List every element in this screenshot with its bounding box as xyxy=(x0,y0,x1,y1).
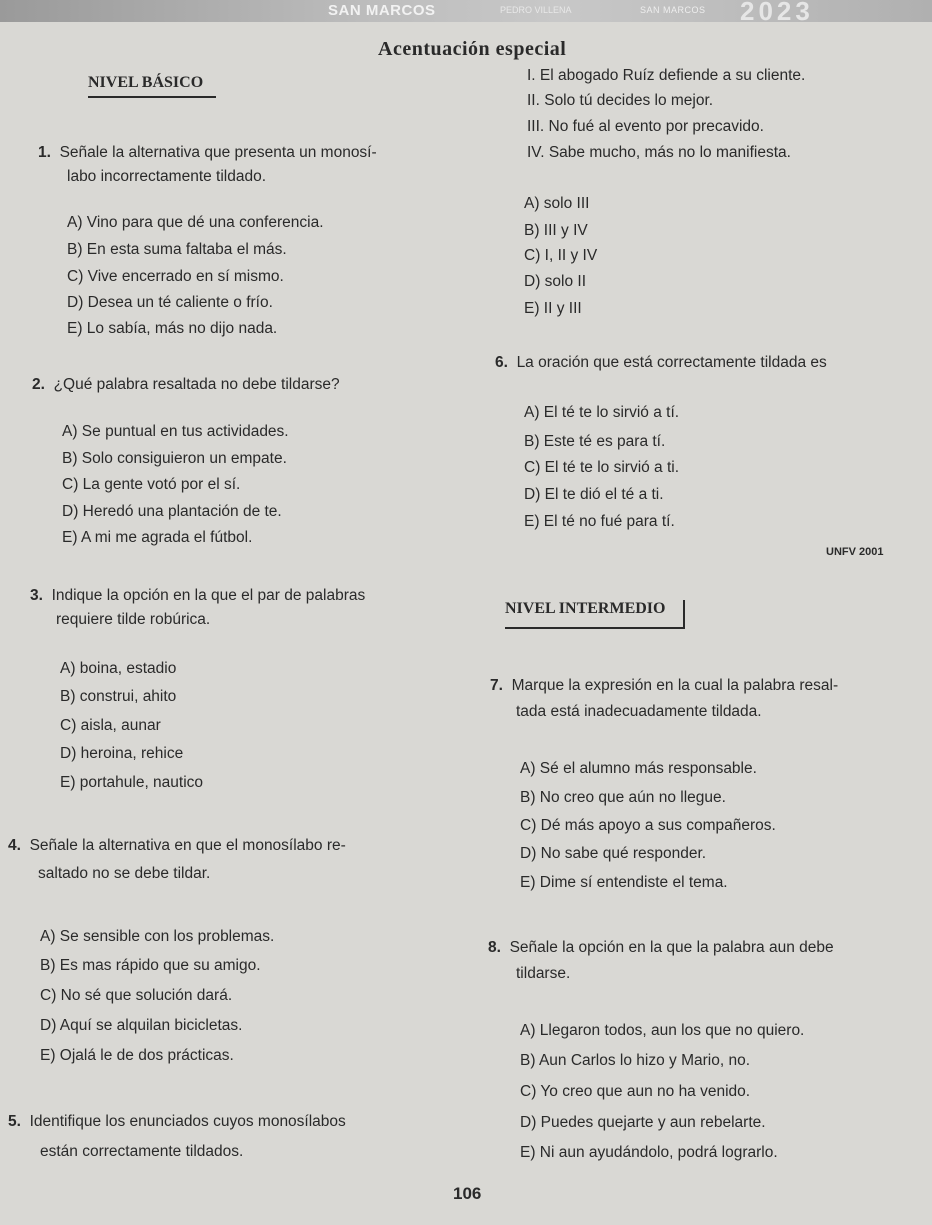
q5-option-d: D) solo II xyxy=(524,273,587,290)
q5-statement-2: II. Solo tú decides lo mejor. xyxy=(527,92,714,109)
header-brand: SAN MARCOS xyxy=(328,2,436,19)
header-banner xyxy=(0,0,932,26)
q8-option-d: D) Puedes quejarte y aun rebelarte. xyxy=(520,1114,766,1131)
q6-option-b: B) Este té es para tí. xyxy=(524,433,666,450)
q7-stem-line2: tada está inadecuadamente tildada. xyxy=(516,703,762,720)
q1-stem-line1: 1. Señale la alternativa que presenta un monosí- xyxy=(38,144,377,161)
q8-stem-line1: 8. Señale la opción en la que la palabra aun debe xyxy=(488,939,834,956)
q4-number: 4. xyxy=(8,837,21,854)
q3-stem-line1: 3. Indique la opción en la que el par de palabras xyxy=(30,587,366,604)
level-intermediate-label: NIVEL INTERMEDIO xyxy=(505,600,685,629)
level-basic-label: NIVEL BÁSICO xyxy=(88,74,216,98)
q2-option-e: E) A mi me agrada el fútbol. xyxy=(62,529,253,546)
q8-option-e: E) Ni aun ayudándolo, podrá lograrlo. xyxy=(520,1144,778,1161)
q8-number: 8. xyxy=(488,939,501,956)
q2-number: 2. xyxy=(32,376,45,393)
q4-option-b: B) Es mas rápido que su amigo. xyxy=(40,957,261,974)
q3-number: 3. xyxy=(30,587,43,604)
q2-option-a: A) Se puntual en tus actividades. xyxy=(62,423,289,440)
q6-option-c: C) El té te lo sirvió a ti. xyxy=(524,459,680,476)
q5-option-b: B) III y IV xyxy=(524,222,588,239)
q8-option-b: B) Aun Carlos lo hizo y Mario, no. xyxy=(520,1052,751,1069)
q1-number: 1. xyxy=(38,144,51,161)
q7-option-d: D) No sabe qué responder. xyxy=(520,845,707,862)
q5-stem-line1: 5. Identifique los enunciados cuyos monosílabos xyxy=(8,1113,346,1130)
q1-option-e: E) Lo sabía, más no dijo nada. xyxy=(67,320,278,337)
q2-option-d: D) Heredó una plantación de te. xyxy=(62,503,282,520)
q8-option-a: A) Llegaron todos, aun los que no quiero. xyxy=(520,1022,805,1039)
q4-option-c: C) No sé que solución dará. xyxy=(40,987,233,1004)
q1-option-c: C) Vive encerrado en sí mismo. xyxy=(67,268,284,285)
page-title: Acentuación especial xyxy=(378,38,567,60)
q2-option-b: B) Solo consiguieron un empate. xyxy=(62,450,287,467)
q7-option-b: B) No creo que aún no llegue. xyxy=(520,789,726,806)
q7-option-c: C) Dé más apoyo a sus compañeros. xyxy=(520,817,776,834)
q5-option-e: E) II y III xyxy=(524,300,582,317)
q7-number: 7. xyxy=(490,677,503,694)
q3-option-e: E) portahule, nautico xyxy=(60,774,204,791)
q6-option-a: A) El té te lo sirvió a tí. xyxy=(524,404,680,421)
q6-number: 6. xyxy=(495,354,508,371)
header-publisher: SAN MARCOS xyxy=(640,5,706,15)
q3-stem-line2: requiere tilde robúrica. xyxy=(56,611,211,628)
q3-option-b: B) construi, ahito xyxy=(60,688,177,705)
q4-stem-line1: 4. Señale la alternativa en que el monosílabo re- xyxy=(8,837,346,854)
q3-option-d: D) heroina, rehice xyxy=(60,745,184,762)
q4-option-e: E) Ojalá le de dos prácticas. xyxy=(40,1047,234,1064)
q6-option-d: D) El te dió el té a ti. xyxy=(524,486,664,503)
q5-statement-1: I. El abogado Ruíz defiende a su cliente. xyxy=(527,67,806,84)
q3-option-a: A) boina, estadio xyxy=(60,660,177,677)
q7-stem-line1: 7. Marque la expresión en la cual la palabra resal- xyxy=(490,677,839,694)
q6-option-e: E) El té no fué para tí. xyxy=(524,513,675,530)
q1-option-a: A) Vino para que dé una conferencia. xyxy=(67,214,324,231)
page-number: 106 xyxy=(453,1184,482,1203)
q1-stem-line2: labo incorrectamente tildado. xyxy=(67,168,267,185)
q5-stem-line2: están correctamente tildados. xyxy=(40,1143,244,1160)
q8-stem-line2: tildarse. xyxy=(516,965,571,982)
q5-option-a: A) solo III xyxy=(524,195,590,212)
q3-option-c: C) aisla, aunar xyxy=(60,717,161,734)
q5-number: 5. xyxy=(8,1113,21,1130)
q5-statement-4: IV. Sabe mucho, más no lo manifiesta. xyxy=(527,144,791,161)
q6-stem: 6. La oración que está correctamente tildada es xyxy=(495,354,827,371)
q7-option-a: A) Sé el alumno más responsable. xyxy=(520,760,757,777)
q8-option-c: C) Yo creo que aun no ha venido. xyxy=(520,1083,751,1100)
q2-option-c: C) La gente votó por el sí. xyxy=(62,476,241,493)
q5-option-c: C) I, II y IV xyxy=(524,247,598,264)
q4-stem-line2: saltado no se debe tildar. xyxy=(38,865,211,882)
q5-statement-3: III. No fué al evento por precavido. xyxy=(527,118,764,135)
q4-option-d: D) Aquí se alquilan bicicletas. xyxy=(40,1017,243,1034)
q1-option-d: D) Desea un té caliente o frío. xyxy=(67,294,273,311)
q2-stem: 2. ¿Qué palabra resaltada no debe tildarse? xyxy=(32,376,340,393)
q1-option-b: B) En esta suma faltaba el más. xyxy=(67,241,287,258)
q6-source: UNFV 2001 xyxy=(826,546,884,558)
header-year: 2023 xyxy=(740,0,814,26)
q7-option-e: E) Dime sí entendiste el tema. xyxy=(520,874,728,891)
header-author: PEDRO VILLENA xyxy=(500,5,572,15)
q4-option-a: A) Se sensible con los problemas. xyxy=(40,928,275,945)
